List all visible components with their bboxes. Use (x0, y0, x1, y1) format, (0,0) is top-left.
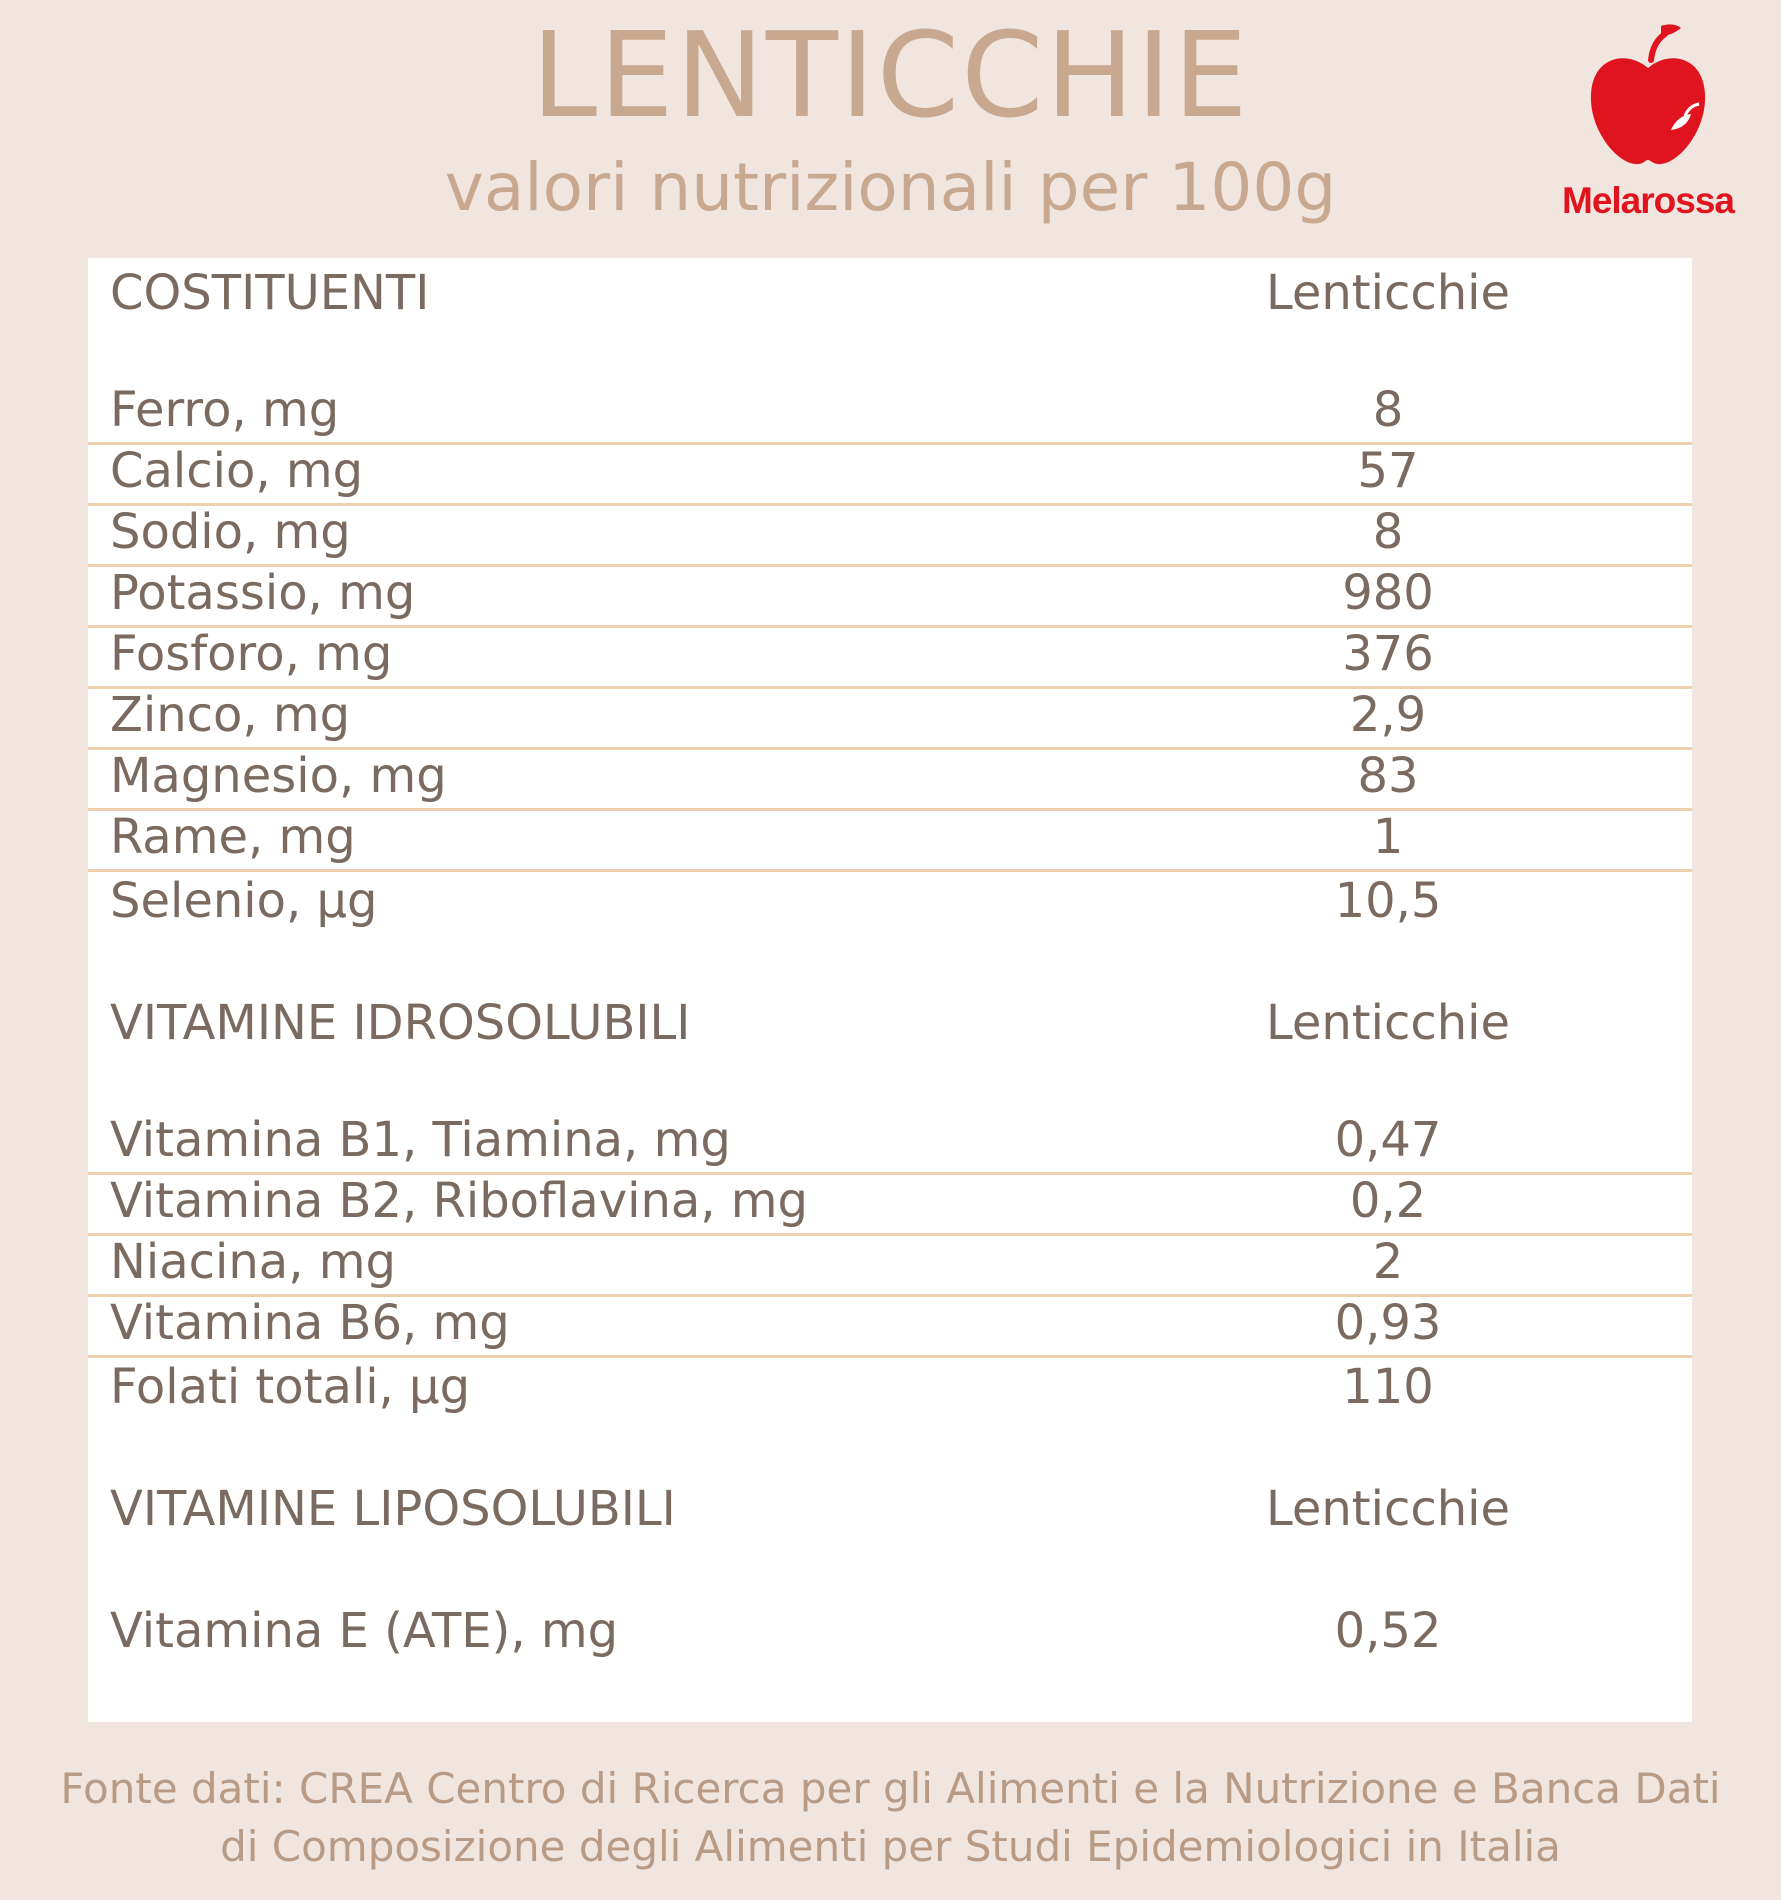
section-header (88, 994, 1692, 1055)
row-label: Niacina, mg (110, 1234, 396, 1290)
row-label: Vitamina B2, Riboflavina, mg (110, 1173, 809, 1229)
table-row (88, 506, 1692, 567)
row-label: Vitamina E (ATE), mg (110, 1603, 619, 1659)
row-label: Vitamina B6, mg (110, 1295, 510, 1351)
row-value: 83 (1357, 748, 1419, 804)
column-header: Lenticchie (1265, 995, 1511, 1051)
section-title: COSTITUENTI (110, 265, 430, 321)
row-label: Zinco, mg (110, 687, 351, 743)
row-value: 0,2 (1349, 1173, 1427, 1229)
table-row (88, 689, 1692, 750)
row-label: Calcio, mg (110, 443, 364, 499)
column-header: Lenticchie (1265, 1481, 1511, 1537)
row-label: Fosforo, mg (110, 626, 393, 682)
source-line-1: Fonte dati: CREA Centro di Ricerca per gli Alimenti e la Nutrizione e Banca Dati (60, 1764, 1721, 1813)
row-label: Ferro, mg (110, 382, 340, 438)
row-value: 0,47 (1334, 1112, 1442, 1168)
row-value: 2 (1372, 1234, 1404, 1290)
section-title: VITAMINE IDROSOLUBILI (110, 995, 691, 1051)
section-header (88, 264, 1692, 325)
row-label: Magnesio, mg (110, 748, 447, 804)
row-value: 980 (1342, 565, 1434, 621)
page-subtitle: valori nutrizionali per 100g (444, 149, 1337, 226)
row-label: Selenio, µg (110, 873, 378, 929)
table-row (88, 750, 1692, 811)
row-value: 8 (1372, 382, 1404, 438)
row-value: 376 (1342, 626, 1434, 682)
row-value: 110 (1342, 1359, 1434, 1415)
row-value: 57 (1357, 443, 1419, 499)
page-title: LENTICCHIE (531, 6, 1250, 144)
logo-text: Melarossa (1562, 180, 1734, 221)
table-row (88, 1236, 1692, 1297)
row-value: 1 (1372, 809, 1404, 865)
row-label: Sodio, mg (110, 504, 351, 560)
section-header (88, 1480, 1692, 1541)
source-note (0, 1760, 1781, 1876)
row-label: Vitamina B1, Tiamina, mg (110, 1112, 731, 1168)
row-value: 10,5 (1334, 873, 1442, 929)
nutrition-table (88, 258, 1692, 1722)
row-label: Potassio, mg (110, 565, 416, 621)
table-row (88, 567, 1692, 628)
table-row (88, 1602, 1692, 1663)
melarossa-logo (1553, 20, 1743, 230)
table-row (88, 445, 1692, 506)
table-row (88, 1358, 1692, 1419)
row-label: Rame, mg (110, 809, 356, 865)
source-line-2: di Composizione degli Alimenti per Studi Epidemiologici in Italia (220, 1822, 1561, 1871)
table-row (88, 1114, 1692, 1175)
table-row (88, 811, 1692, 872)
row-label: Folati totali, µg (110, 1359, 471, 1415)
table-row (88, 1175, 1692, 1236)
row-value: 2,9 (1349, 687, 1427, 743)
table-row (88, 384, 1692, 445)
column-header: Lenticchie (1265, 265, 1511, 321)
row-value: 8 (1372, 504, 1404, 560)
apple-icon (1587, 20, 1709, 170)
row-value: 0,93 (1334, 1295, 1442, 1351)
table-row (88, 872, 1692, 933)
row-value: 0,52 (1334, 1603, 1442, 1659)
table-row (88, 628, 1692, 689)
table-row (88, 1297, 1692, 1358)
section-title: VITAMINE LIPOSOLUBILI (110, 1481, 676, 1537)
